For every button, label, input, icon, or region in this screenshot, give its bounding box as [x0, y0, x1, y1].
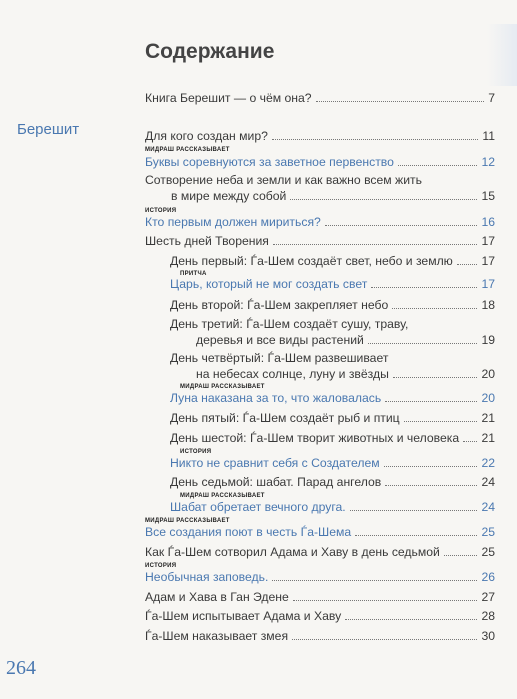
page-title: Содержание: [145, 40, 275, 63]
dot-leader: [272, 580, 477, 581]
entry-title: День первый: Ѓа-Шем создаёт свет, небо и землю: [170, 254, 453, 268]
entry-page: 16: [481, 215, 495, 229]
entry-page: 12: [481, 155, 495, 169]
dot-leader: [292, 639, 477, 640]
dot-leader: [404, 421, 478, 422]
entry-tag: ИСТОРИЯ: [180, 449, 212, 455]
toc-entry[interactable]: [145, 628, 495, 644]
dot-leader: [293, 600, 478, 601]
dot-leader: [325, 225, 478, 226]
entry-title: в мире между собой: [171, 189, 287, 203]
entry-page: 25: [481, 545, 495, 559]
entry-tag: МИДРАШ РАССКАЗЫВАЕТ: [145, 518, 230, 524]
entry-title: Ѓа-Шем наказывает змея: [145, 629, 289, 643]
entry-title: День второй: Ѓа-Шем закрепляет небо: [170, 298, 389, 312]
entry-page: 26: [481, 570, 495, 584]
entry-page: 17: [481, 254, 495, 268]
entry-page: 17: [481, 234, 495, 248]
entry-title: День шестой: Ѓа-Шем творит животных и человека: [170, 431, 460, 445]
entry-title: День пятый: Ѓа-Шем создаёт рыб и птиц: [170, 411, 400, 425]
entry-title: Для кого создан мир?: [145, 129, 268, 143]
toc-entry[interactable]: [145, 154, 495, 170]
toc-entry[interactable]: [170, 474, 495, 490]
entry-page: 24: [481, 500, 495, 514]
entry-page: 15: [481, 189, 495, 203]
entry-page: 27: [481, 590, 495, 604]
dot-leader: [290, 199, 477, 200]
page-number: 264: [6, 657, 36, 679]
dot-leader: [444, 555, 478, 556]
entry-title: Царь, который не мог создать свет: [170, 277, 368, 291]
entry-title: День седьмой: шабат. Парад ангелов: [170, 475, 382, 489]
entry-title: Луна наказана за то, что жаловалась: [170, 391, 382, 405]
entry-tag: МИДРАШ РАССКАЗЫВАЕТ: [180, 493, 265, 499]
toc-entry[interactable]: [145, 90, 495, 106]
entry-page: 24: [481, 475, 495, 489]
dot-leader: [345, 619, 477, 620]
entry-page: 17: [481, 277, 495, 291]
dot-leader: [385, 401, 477, 402]
dot-leader: [457, 264, 478, 265]
entry-title-line1: Сотворение неба и земли и как важно всем жить: [145, 173, 422, 187]
dot-leader: [368, 343, 478, 344]
dot-leader: [355, 535, 477, 536]
toc-entry[interactable]: [170, 499, 495, 515]
toc-entry[interactable]: [170, 455, 495, 471]
toc-entry[interactable]: [145, 214, 495, 230]
toc-entry[interactable]: [145, 589, 495, 605]
entry-page: 21: [481, 411, 495, 425]
dot-leader: [371, 287, 477, 288]
dot-leader: [273, 244, 478, 245]
toc-entry[interactable]: [145, 524, 495, 540]
entry-title: Как Ѓа-Шем сотворил Адама и Хаву в день седьмой: [145, 545, 440, 559]
dot-leader: [392, 308, 477, 309]
entry-title-line1: День четвёртый: Ѓа-Шем развешивает: [170, 351, 389, 365]
entry-title: Кто первым должен мириться?: [145, 215, 321, 229]
entry-title: Буквы соревнуются за заветное первенство: [145, 155, 394, 169]
entry-page: 7: [488, 91, 495, 105]
toc-entry[interactable]: [170, 350, 495, 382]
entry-tag: МИДРАШ РАССКАЗЫВАЕТ: [145, 147, 230, 153]
toc-entry[interactable]: [170, 390, 495, 406]
toc-entry[interactable]: [145, 172, 495, 204]
dot-leader: [350, 510, 478, 511]
entry-tag: МИДРАШ РАССКАЗЫВАЕТ: [180, 384, 265, 390]
entry-title: на небесах солнце, луну и звёзды: [196, 367, 389, 381]
toc-entry[interactable]: [170, 253, 495, 269]
entry-title: Никто не сравнит себя с Создателем: [170, 456, 380, 470]
entry-page: 18: [481, 298, 495, 312]
dot-leader: [398, 165, 478, 166]
entry-tag: ПРИТЧА: [180, 271, 207, 277]
toc-entry[interactable]: [145, 608, 495, 624]
entry-title: Необычная заповедь.: [145, 570, 269, 584]
entry-title-line1: День третий: Ѓа-Шем создаёт сушу, траву,: [170, 317, 409, 331]
entry-page: 30: [481, 629, 495, 643]
entry-title: Шабат обретает вечного друга.: [170, 500, 346, 514]
entry-title: Адам и Хава в Ган Эдене: [145, 590, 289, 604]
entry-title: деревья и все виды растений: [196, 333, 364, 347]
dot-leader: [384, 466, 478, 467]
toc-entry[interactable]: [145, 233, 495, 249]
entry-page: 22: [481, 456, 495, 470]
dot-leader: [272, 139, 478, 140]
entry-page: 28: [481, 609, 495, 623]
toc-entry[interactable]: [170, 316, 495, 348]
toc-entry[interactable]: [145, 569, 495, 585]
entry-tag: ИСТОРИЯ: [145, 208, 177, 214]
section-label: Берешит: [17, 121, 80, 138]
toc-entry[interactable]: [170, 410, 495, 426]
entry-page: 20: [481, 367, 495, 381]
dot-leader: [385, 485, 477, 486]
toc-entry[interactable]: [170, 276, 495, 292]
dot-leader: [393, 377, 478, 378]
toc-entry[interactable]: [145, 544, 495, 560]
toc-entry[interactable]: [170, 297, 495, 313]
entry-page: 21: [481, 431, 495, 445]
dot-leader: [463, 441, 477, 442]
entry-tag: ИСТОРИЯ: [145, 563, 177, 569]
toc-entry[interactable]: [145, 128, 495, 144]
entry-page: 20: [481, 391, 495, 405]
entry-title: Шесть дней Творения: [145, 234, 269, 248]
entry-page: 25: [481, 525, 495, 539]
entry-title: Все создания поют в честь Ѓа-Шема: [145, 525, 352, 539]
entry-page: 11: [482, 129, 495, 143]
entry-title: Ѓа-Шем испытывает Адама и Хаву: [145, 609, 342, 623]
entry-title: Книга Берешит — о чём она?: [145, 91, 312, 105]
entry-page: 19: [481, 333, 495, 347]
dot-leader: [316, 101, 485, 102]
toc-entry[interactable]: [170, 430, 495, 446]
